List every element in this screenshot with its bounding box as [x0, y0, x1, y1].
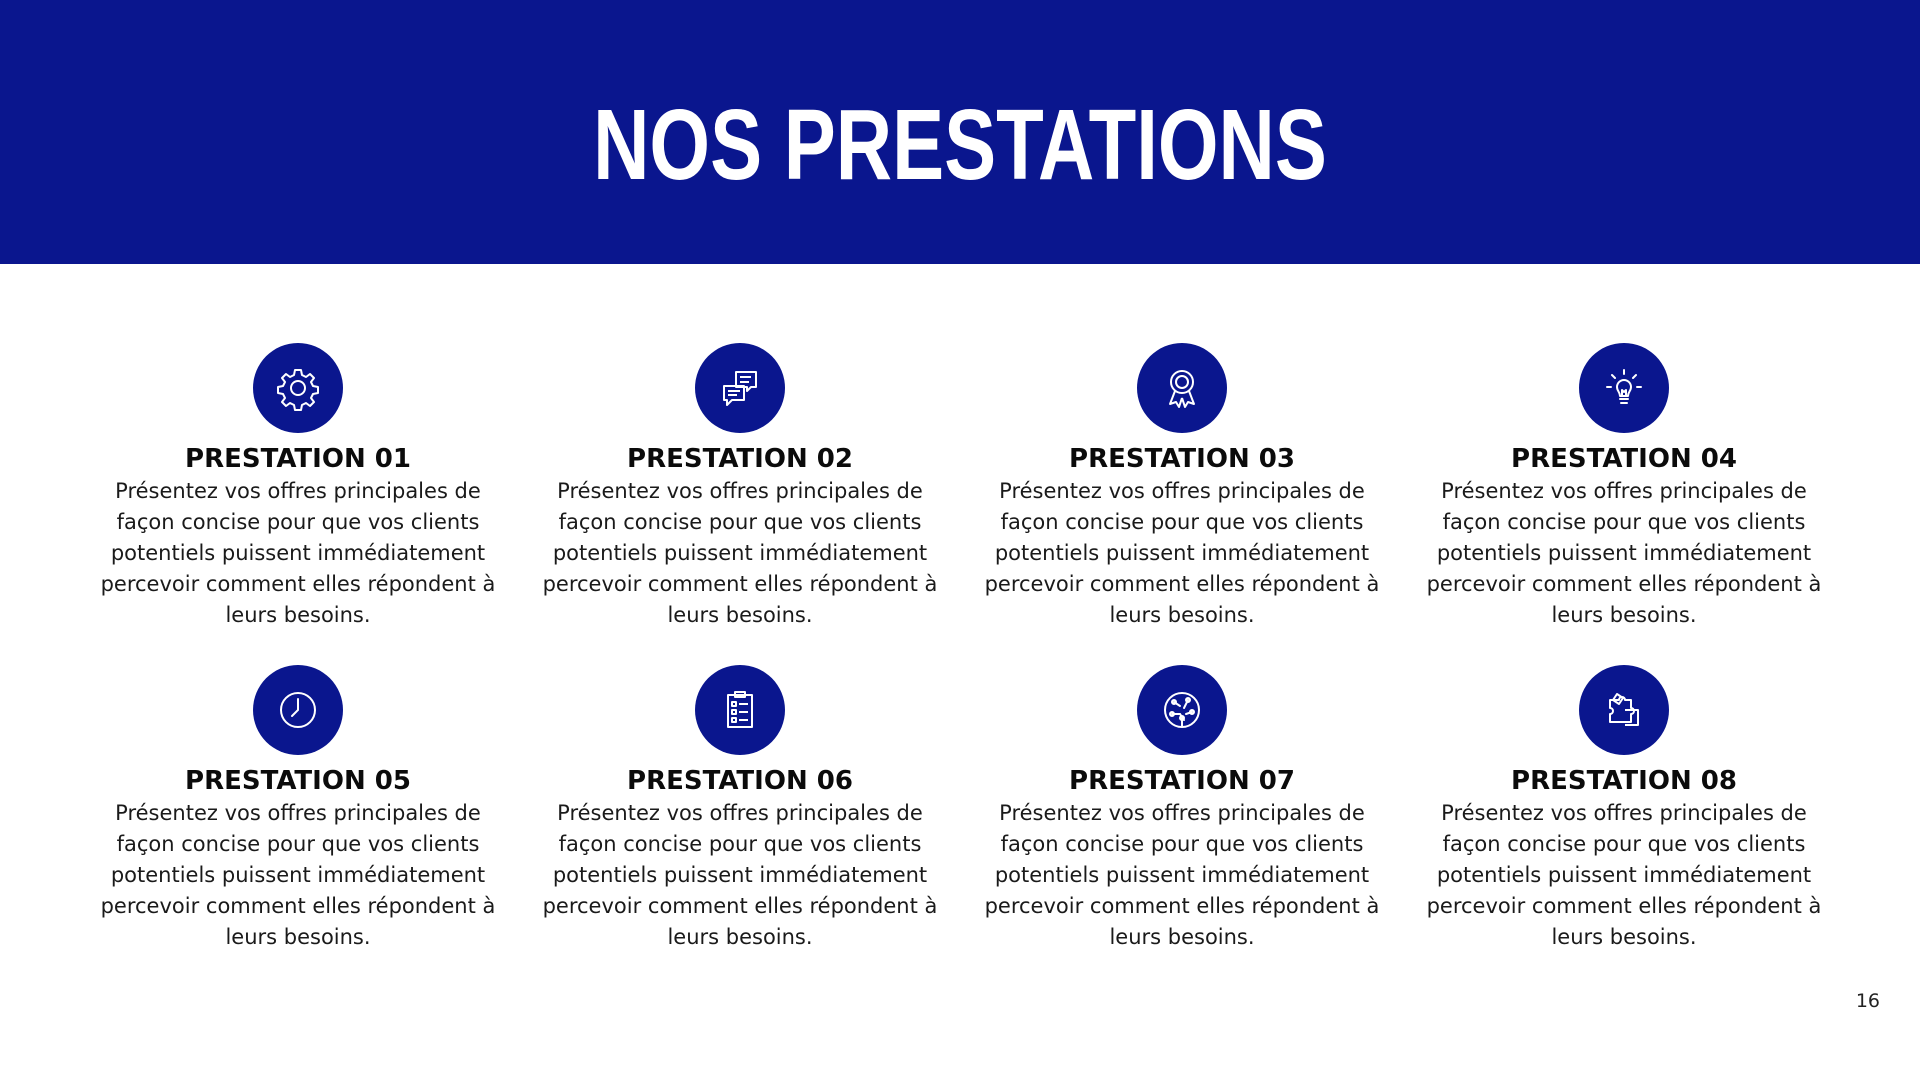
gear-icon: [253, 343, 343, 433]
service-title: PRESTATION 07: [1069, 766, 1295, 796]
service-title: PRESTATION 04: [1511, 444, 1737, 474]
service-description: Présentez vos offres principales de façon concise pour que vos clients potentiels puissent immédiatement percevoir comment elles répondent à leurs besoins.: [984, 801, 1380, 949]
award-ribbon-icon: [1137, 343, 1227, 433]
lightbulb-icon: [1579, 343, 1669, 433]
service-title: PRESTATION 05: [185, 766, 411, 796]
clipboard-checklist-icon: [695, 665, 785, 755]
clock-icon: [253, 665, 343, 755]
service-description: Présentez vos offres principales de façon concise pour que vos clients potentiels puissent immédiatement percevoir comment elles répondent à leurs besoins.: [1426, 801, 1822, 949]
service-card-01: [88, 343, 508, 631]
service-card-07: [972, 665, 1392, 953]
service-card-04: [1414, 343, 1834, 631]
service-title: PRESTATION 08: [1511, 766, 1737, 796]
service-description: Présentez vos offres principales de façon concise pour que vos clients potentiels puissent immédiatement percevoir comment elles répondent à leurs besoins.: [100, 479, 496, 627]
service-description: Présentez vos offres principales de façon concise pour que vos clients potentiels puissent immédiatement percevoir comment elles répondent à leurs besoins.: [542, 801, 938, 949]
service-description: Présentez vos offres principales de façon concise pour que vos clients potentiels puissent immédiatement percevoir comment elles répondent à leurs besoins.: [1426, 479, 1822, 627]
service-title: PRESTATION 03: [1069, 444, 1295, 474]
service-title: PRESTATION 02: [627, 444, 853, 474]
page-title: NOS PRESTATIONS: [593, 89, 1327, 201]
globe-network-icon: [1137, 665, 1227, 755]
service-description: Présentez vos offres principales de façon concise pour que vos clients potentiels puissent immédiatement percevoir comment elles répondent à leurs besoins.: [542, 479, 938, 627]
service-card-08: [1414, 665, 1834, 953]
service-card-03: [972, 343, 1392, 631]
page-number: 16: [1855, 990, 1880, 1012]
service-card-02: [530, 343, 950, 631]
service-title: PRESTATION 06: [627, 766, 853, 796]
chat-bubbles-icon: [695, 343, 785, 433]
service-title: PRESTATION 01: [185, 444, 411, 474]
puzzle-icon: [1579, 665, 1669, 755]
service-description: Présentez vos offres principales de façon concise pour que vos clients potentiels puissent immédiatement percevoir comment elles répondent à leurs besoins.: [100, 801, 496, 949]
service-description: Présentez vos offres principales de façon concise pour que vos clients potentiels puissent immédiatement percevoir comment elles répondent à leurs besoins.: [984, 479, 1380, 627]
service-card-05: [88, 665, 508, 953]
service-card-06: [530, 665, 950, 953]
